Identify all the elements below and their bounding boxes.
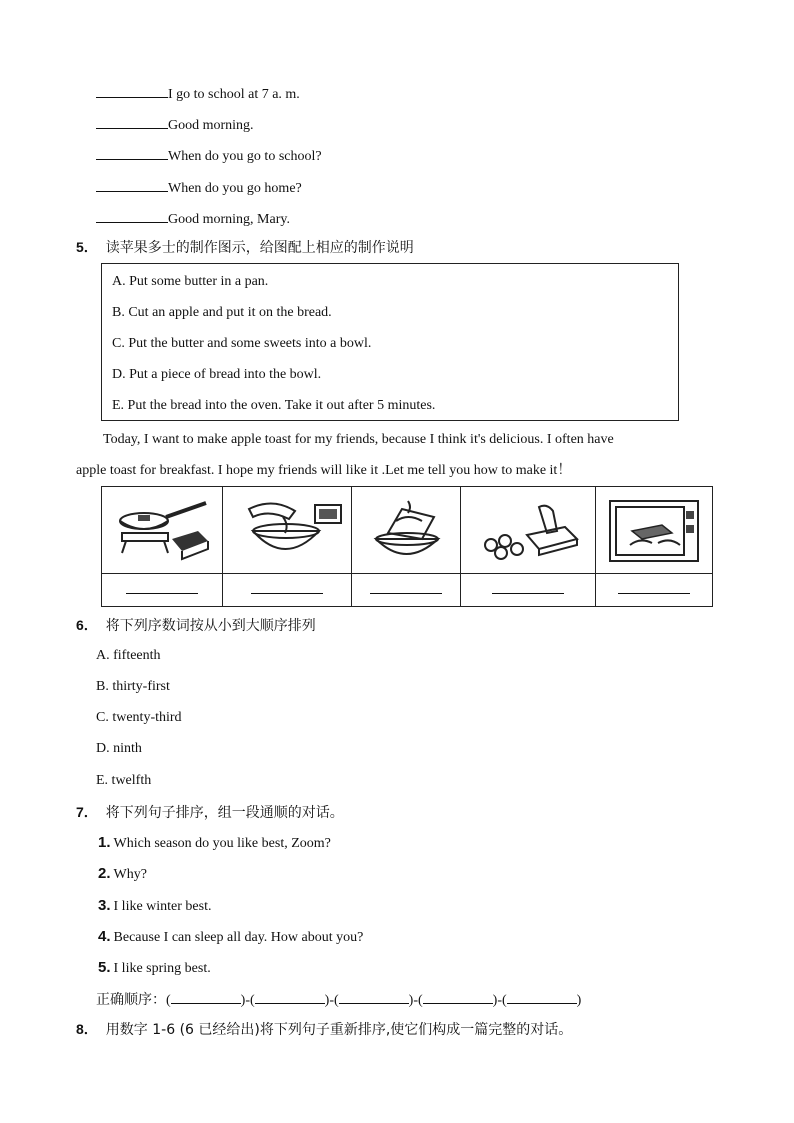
q6-instruction: 将下列序数词按从小到大顺序排列 [105,618,316,634]
q7-item-5: 5. I like spring best. [98,959,211,976]
answer-blank[interactable] [96,208,168,223]
q7-item-3: 3. I like winter best. [98,897,212,914]
match-line-3: When do you go to school? [96,145,322,166]
q6-heading [76,615,316,637]
bread-in-bowl-icon [352,487,460,573]
q5-heading [76,237,414,259]
q7-instruction: 将下列句子排序，组一段通顺的对话。 [105,805,344,821]
q5-option-b: B. Cut an apple and put it on the bread. [112,305,332,320]
q7-item-2: 2. Why? [98,865,147,882]
picture-answer-2[interactable] [223,574,352,607]
q6-number: 6． [76,617,98,633]
match-line-5: Good morning, Mary. [96,208,290,229]
q7-item-4: 4. Because I can sleep all day. How about you? [98,928,364,945]
q5-option-e: E. Put the bread into the oven. Take it out after 5 minutes. [112,398,436,413]
picture-answer-1[interactable] [102,574,223,607]
q6-item-c: C. twenty-third [96,710,182,725]
picture-answer-4[interactable] [461,574,596,607]
q5-option-c: C. Put the butter and some sweets into a bowl. [112,336,372,351]
match-line-2: Good morning. [96,114,254,135]
order-blank-5[interactable] [507,990,577,1004]
picture-cell-4 [461,487,596,574]
q7-number: 7． [76,804,98,820]
order-blank-1[interactable] [171,990,241,1004]
picture-answer-5[interactable] [596,574,713,607]
q7-answer-row: 正确顺序：( )-( )-( )-( )-( ) [96,992,582,1008]
q5-option-a: A. Put some butter in a pan. [112,274,269,289]
q5-paragraph-line2: apple toast for breakfast. I hope my friends will like it .Let me tell you how to make it！ [76,463,572,478]
q5-instruction: 读苹果多士的制作图示，给图配上相应的制作说明 [105,240,414,256]
picture-answer-3[interactable] [352,574,461,607]
q7-heading [76,802,344,824]
q5-paragraph-line1: Today, I want to make apple toast for my friends, because I think it's delicious. I often have [103,432,614,447]
q7-answer-label: 正确顺序： [96,992,166,1008]
q6-item-e: E. twelfth [96,773,152,788]
apple-on-bread-icon [461,487,595,573]
answer-blank[interactable] [96,83,168,98]
match-line-1: I go to school at 7 a. m. [96,83,300,104]
q5-number: 5． [76,239,98,255]
order-blank-2[interactable] [255,990,325,1004]
q8-heading [76,1019,572,1041]
picture-cell-3 [352,487,461,574]
answer-blank[interactable] [96,177,168,192]
q6-item-a: A. fifteenth [96,648,161,663]
picture-cell-1 [102,487,223,574]
picture-cell-5 [596,487,713,574]
q8-number: 8． [76,1021,98,1037]
q5-option-d: D. Put a piece of bread into the bowl. [112,367,322,382]
pan-on-stove-icon [102,487,222,573]
order-blank-4[interactable] [423,990,493,1004]
toast-in-oven-icon [596,487,712,573]
q6-item-b: B. thirty-first [96,679,170,694]
match-line-4: When do you go home? [96,177,302,198]
q8-instruction: 用数字 1-6 (6 已经给出)将下列句子重新排序,使它们构成一篇完整的对话。 [105,1022,573,1038]
butter-in-bowl-icon [223,487,351,573]
q5-picture-table [101,486,713,607]
q7-item-1: 1. Which season do you like best, Zoom? [98,834,331,851]
answer-blank[interactable] [96,114,168,129]
picture-cell-2 [223,487,352,574]
q6-item-d: D. ninth [96,741,142,756]
order-blank-3[interactable] [339,990,409,1004]
q5-options-box [101,263,679,421]
answer-blank[interactable] [96,145,168,160]
